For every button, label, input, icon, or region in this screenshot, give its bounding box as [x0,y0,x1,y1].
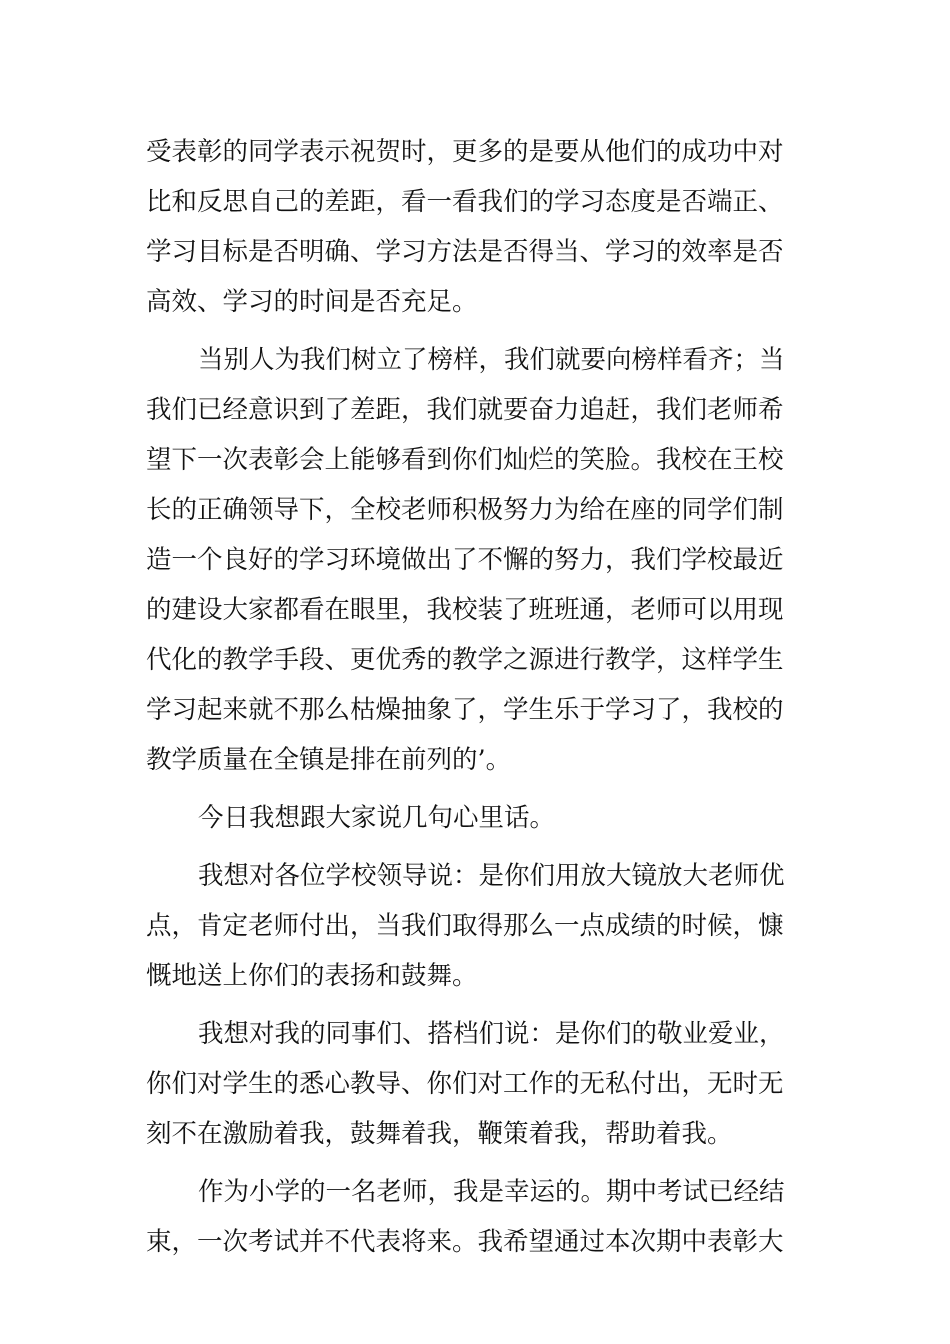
text-line: 造一个良好的学习环境做出了不懈的努力，我们学校最近 [146,545,784,575]
paragraph [146,335,808,785]
text-line: 比和反思自己的差距，看一看我们的学习态度是否端正、 [146,187,784,217]
text-line: 点，肯定老师付出，当我们取得那么一点成绩的时候，慷 [146,911,784,941]
text-line: 慨地送上你们的表扬和鼓舞。 [146,961,478,991]
text-line: 作为小学的一名老师，我是幸运的。期中考试已经结 [198,1177,785,1207]
text-line: 代化的教学手段、更优秀的教学之源进行教学，这样学生 [146,645,784,675]
text-line: 望下一次表彰会上能够看到你们灿烂的笑脸。我校在王校 [146,445,784,475]
document-body [146,127,808,1267]
text-line: 高效、学习的时间是否充足。 [146,287,478,317]
paragraph [146,1009,808,1159]
paragraph [146,127,808,327]
text-line: 今日我想跟大家说几句心里话。 [198,803,556,833]
text-line: 的建设大家都看在眼里，我校装了班班通，老师可以用现 [146,595,784,625]
text-line: 教学质量在全镇是排在前列的’。 [146,745,512,775]
text-line: 刻不在激励着我，鼓舞着我，鞭策着我，帮助着我。 [146,1119,733,1149]
text-line: 当别人为我们树立了榜样，我们就要向榜样看齐；当 [198,345,785,375]
text-line: 学习目标是否明确、学习方法是否得当、学习的效率是否 [146,237,784,267]
text-line: 我想对我的同事们、搭档们说：是你们的敬业爱业， [198,1019,785,1049]
paragraph [146,851,808,1001]
text-line: 你们对学生的悉心教导、你们对工作的无私付出，无时无 [146,1069,784,1099]
text-line: 我想对各位学校领导说：是你们用放大镜放大老师优 [198,861,785,891]
text-line: 束，一次考试并不代表将来。我希望通过本次期中表彰大 [146,1227,784,1257]
text-line: 长的正确领导下，全校老师积极努力为给在座的同学们制 [146,495,784,525]
text-line: 学习起来就不那么枯燥抽象了，学生乐于学习了，我校的 [146,695,784,725]
text-line: 受表彰的同学表示祝贺时，更多的是要从他们的成功中对 [146,137,784,167]
paragraph [146,793,808,843]
text-line: 我们已经意识到了差距，我们就要奋力追赶，我们老师希 [146,395,784,425]
paragraph [146,1167,808,1267]
